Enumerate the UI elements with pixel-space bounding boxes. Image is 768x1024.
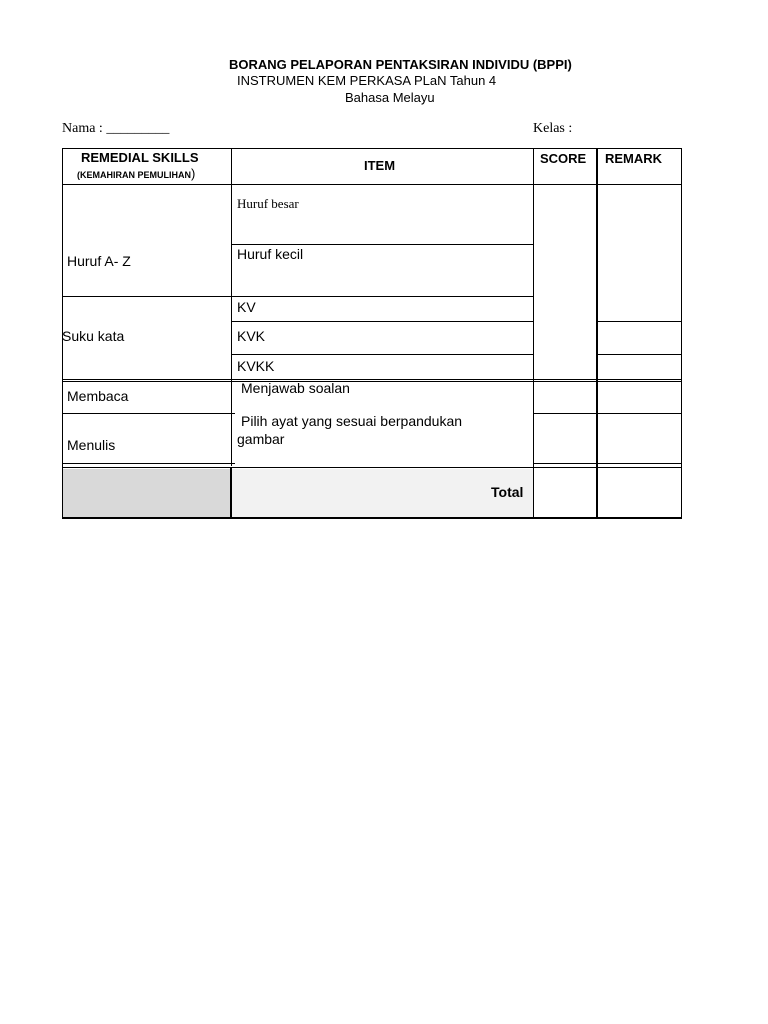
item-huruf-besar: Huruf besar bbox=[237, 196, 299, 211]
remark-huruf[interactable] bbox=[598, 185, 681, 321]
header-kemahiran-pemulihan bbox=[77, 166, 195, 181]
remark-membaca[interactable] bbox=[598, 382, 681, 413]
form-title: BORANG PELAPORAN PENTAKSIRAN INDIVIDU (BPPI) bbox=[229, 57, 572, 72]
score-suku-kata[interactable] bbox=[534, 322, 596, 379]
total-shade-middle bbox=[232, 469, 533, 518]
nama-field[interactable]: Nama : _________ bbox=[62, 121, 170, 136]
skills-item-divider-total bbox=[230, 467, 232, 519]
line-after-huruf-az bbox=[62, 296, 534, 297]
line-after-menulis-right bbox=[533, 463, 682, 464]
line-after-kvk-item bbox=[232, 354, 533, 355]
total-shade-left bbox=[63, 469, 231, 518]
item-menjawab-soalan: Menjawab soalan bbox=[241, 380, 350, 396]
score-total[interactable] bbox=[534, 468, 596, 517]
table-border-bottom bbox=[62, 517, 682, 519]
skill-membaca: Membaca bbox=[67, 388, 129, 404]
kemahiran-close-paren: ) bbox=[191, 166, 196, 181]
remark-kvkk[interactable] bbox=[598, 355, 681, 379]
score-membaca[interactable] bbox=[534, 382, 596, 413]
item-kvk: KVK bbox=[237, 328, 266, 344]
skill-huruf-az: Huruf A- Z bbox=[67, 253, 131, 269]
kemahiran-text: (KEMAHIRAN PEMULIHAN bbox=[77, 170, 191, 180]
item-kv: KV bbox=[237, 299, 256, 315]
header-remark: REMARK bbox=[605, 151, 663, 166]
item-huruf-kecil: Huruf kecil bbox=[237, 246, 304, 262]
item-pilih-ayat-line2: gambar bbox=[237, 431, 285, 447]
line-after-menulis bbox=[62, 463, 235, 464]
kelas-field[interactable]: Kelas : bbox=[533, 121, 573, 136]
line-after-huruf-besar bbox=[232, 244, 533, 245]
header-remedial-skills: REMEDIAL SKILLS bbox=[81, 150, 199, 165]
item-pilih-ayat: Pilih ayat yang sesuai berpandukan bbox=[241, 413, 463, 429]
table-border-top bbox=[62, 148, 682, 149]
score-huruf[interactable] bbox=[534, 185, 596, 321]
line-after-kv-left bbox=[232, 321, 534, 322]
score-menulis[interactable] bbox=[534, 414, 596, 463]
total-label: Total bbox=[491, 484, 524, 500]
skill-suku-kata: Suku kata bbox=[62, 328, 125, 344]
line-after-membaca bbox=[62, 413, 235, 414]
line-after-suku-kata bbox=[62, 379, 682, 380]
item-kvkk: KVKK bbox=[237, 358, 275, 374]
form-subject: Bahasa Melayu bbox=[345, 90, 435, 105]
form-subtitle: INSTRUMEN KEM PERKASA PLaN Tahun 4 bbox=[237, 73, 497, 88]
table-border-right bbox=[681, 148, 682, 519]
header-item: ITEM bbox=[364, 158, 396, 173]
skills-item-divider bbox=[231, 148, 232, 466]
remark-kvk[interactable] bbox=[598, 322, 681, 354]
skill-menulis: Menulis bbox=[67, 437, 116, 453]
remark-menulis[interactable] bbox=[598, 414, 681, 463]
header-score: SCORE bbox=[540, 151, 587, 166]
remark-total[interactable] bbox=[598, 468, 681, 517]
